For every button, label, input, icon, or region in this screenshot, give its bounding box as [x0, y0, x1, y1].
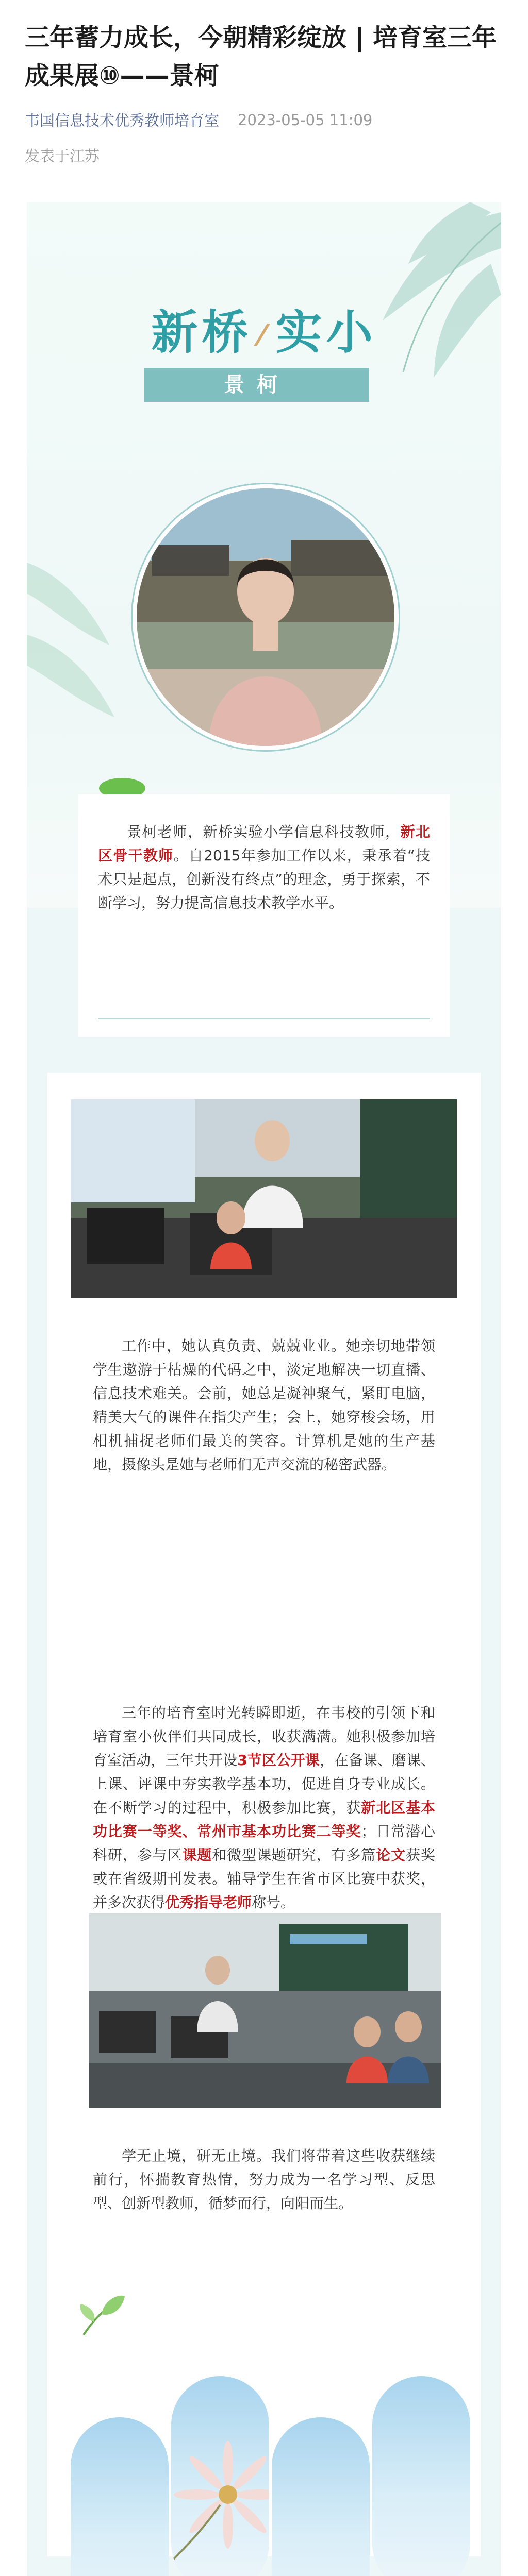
- sky-photo: [272, 2417, 370, 2576]
- bamboo-leaf-icon: [27, 532, 130, 748]
- classroom-photo: [71, 1099, 457, 1298]
- account-name-link[interactable]: 韦国信息技术优秀教师培育室: [25, 112, 220, 129]
- growth-text-part: ；日常潜心科研，参与区: [93, 1823, 435, 1863]
- article-title: 三年蓄力成长，今朝精彩绽放 | 培育室三年成果展⑩——景柯: [25, 23, 497, 90]
- growth-text-part: 三年的培育室时光转瞬即逝，在韦校的引领下和培育室小伙伴们共同成长，收获满满。她积极参加培育室活动，三年共开设: [93, 1704, 435, 1769]
- intro-text-part: 景柯老师，新桥实验小学信息科技教师，: [127, 823, 401, 840]
- divider: [98, 1018, 430, 1019]
- growth-highlight: 新北区基本功比赛一等奖、常州市基本功比赛二等奖: [93, 1799, 435, 1840]
- school-name: [27, 295, 501, 362]
- intro-card: [78, 794, 450, 1037]
- growth-text-part: ，在备课、磨课、上课、评课中夯实教学基本功，促进自身专业成长。在不断学习的过程中，积极参加比赛，获: [93, 1752, 435, 1816]
- growth-text: [74, 1686, 454, 1930]
- intro-text: [78, 794, 450, 915]
- school-name-left: 新桥: [151, 306, 253, 360]
- slash-icon: ⁄: [259, 318, 269, 352]
- sprout-icon: [73, 2289, 130, 2340]
- article-header: [0, 0, 528, 166]
- work-card: [74, 1319, 454, 1535]
- growth-text-part: 和微型课题研究，有多篇: [212, 1846, 376, 1863]
- classroom-photo-2: [89, 1913, 441, 2108]
- growth-highlight: 3节区公开课: [237, 1752, 320, 1769]
- growth-highlight: 优秀指导老师: [165, 1894, 252, 1911]
- growth-text-part: 称号。: [252, 1894, 295, 1911]
- sky-photo: [71, 2417, 169, 2576]
- closing-text: 学无止境，研无止境。我们将带着这些收获继续前行，怀揣教育热情，努力成为一名学习型、反思型、创新型教师，循梦而行，向阳而生。: [93, 2147, 435, 2212]
- intro-text-part: 。自2015年参加工作以来，秉承着“技术只是起点，创新没有终点”的理念，勇于探索，不断学习，努力提高信息技术教学水平。: [98, 847, 430, 911]
- article-content: [27, 202, 501, 2576]
- publish-location: 发表于江苏: [25, 147, 100, 165]
- closing-card: [74, 2129, 454, 2263]
- teacher-name-banner: 景柯: [144, 368, 369, 402]
- growth-text-part: 获奖或在省级期刊发表。辅导学生在省市区比赛中获奖，并多次获得: [93, 1846, 435, 1911]
- brush-icon: [246, 2572, 282, 2576]
- school-name-right: 实小: [275, 306, 377, 360]
- publish-date: 2023-05-05 11:09: [238, 111, 373, 129]
- article-meta: [25, 109, 503, 130]
- intro-highlight: 新北区骨干教师: [98, 823, 430, 864]
- teacher-portrait: [133, 484, 399, 750]
- sky-photo: [372, 2376, 470, 2576]
- growth-highlight: 课题: [182, 1846, 212, 1863]
- work-text: 工作中，她认真负责、兢兢业业。她亲切地带领学生遨游于枯燥的代码之中，淡定地解决一切直播、信息技术难关。会前，她总是凝神聚气，紧盯电脑，精美大气的课件在指尖产生；会上，她穿梭会场，用相机捕捉老师们最美的笑容。计算机是她的生产基地，摄像头是她与老师们无声交流的秘密武器。: [93, 1337, 435, 1473]
- sky-photo: [171, 2376, 269, 2576]
- growth-highlight: 论文: [376, 1846, 406, 1863]
